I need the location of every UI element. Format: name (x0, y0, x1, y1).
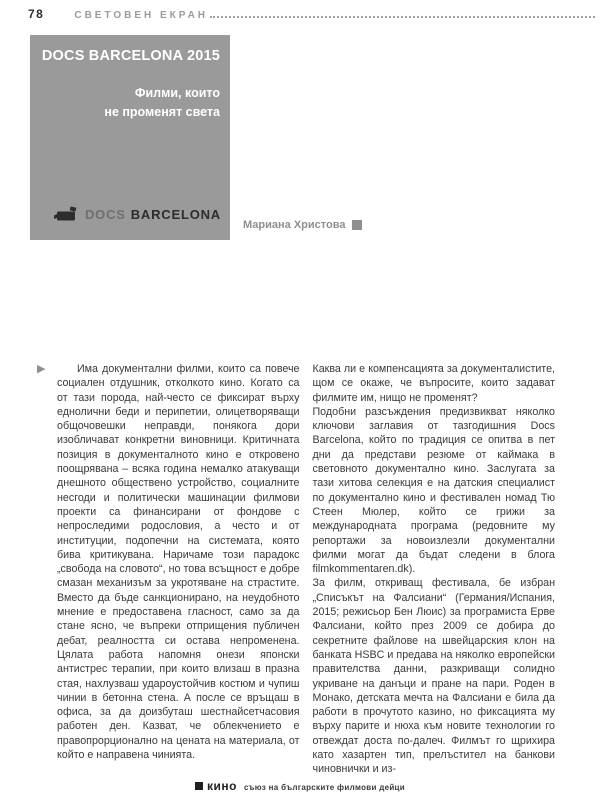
byline (243, 219, 362, 231)
article-column-left (57, 362, 300, 777)
paragraph: Каква ли е компенсацията за документалистите, щом се окаже, че въпросите, които задават филмите им, нищо не променят? (312, 363, 555, 404)
page-header (28, 7, 595, 21)
subtitle-line-1: Филми, които (134, 86, 220, 100)
header-dotted-line (210, 8, 595, 18)
footer-text: съюз на българските филмови дейци (243, 783, 405, 792)
paragraph: Подобни разсъждения предизвикват няколко ключови заглавия от тазгодишния Docs Barcelona, който по традиция се опитва в пет дни да представи резюме от каймака в световното документално кино. Заслугата за тази хитова селекция е на датския специалист по документално кино и фестивален номад Тю Стеен Мюлер, който се грижи за международната програма (редовните му репортажи за новоизлезли документални филми могат да бъдат следени в блога filmkommentaren.dk). (312, 405, 555, 576)
paragraph: За филм, откриващ фестивала, бе избран „Списъкът на Фалсиани“ (Германия/Испания, 2015; режисьор Бен Люис) за програмиста Ерве Фалсиани, който през 2009 се добира до секретните файлове на швейцарския клон на банката HSBC и предава на няколко европейски правителства данни, разкриващи солидно укриване на данъци и пране на пари. Роден в Монако, детската мечта на Фалсиани е била да работи в прочутото казино, но фиксацията му върху парите и нюха към новите технологии го отвеждат доста по-далеч. Филмът го щрихира като хазартен тип, прелъстител на банкови чиновнички и из- (312, 577, 555, 776)
article-body (37, 362, 555, 777)
play-triangle-icon: ▶ (37, 363, 46, 375)
paragraph: Има документални филми, които са повече социален отдушник, отколкото кино. Когато са от тази порода, най-често се фиксират върху еднолични беди и перипетии, олицетворяващи общочовешки неправди, понякога дори изобличават конкретни виновници. Критичната позиция в документалното кино е откровено поощрявана – всяка година немалко атакуващи днешното обществено устройство, социалните несгоди и политически машинации филмови проекти са финансирани от фондове с непроследими родословия, а често и от институции, подопечни на системата, която бива критикувана. Наричаме този парадокс „свобода на словото“, но това всъщност е добре смазан механизъм за укротяване на страстите. Вместо да бъде санкционирано, на неудобното мнение е предоставена гласност, само за да стане ясно, че въпреки отприщения публичен дебат, реалността си остава непроменена. Цялата работа напомня онези японски антистрес терапии, при които влизаш в празна стая, нахлузваш удароустойчив костюм и чупиш чинии в бетонна стена. А после се връщаш в офиса, за да доизбуташ шестнайсетчасовия работен ден. Казват, че облекчението е правопрорционално на цената на материала, от който е направена чинията. (57, 363, 300, 762)
byline-square-icon (352, 220, 362, 230)
page-number: 78 (28, 7, 45, 21)
footer-square-icon (195, 782, 203, 790)
docsbarcelona-logo (54, 206, 221, 222)
article-title-box (30, 35, 230, 240)
author-name: Мариана Христова (243, 219, 346, 231)
video-camera-icon (54, 206, 80, 222)
section-title: СВЕТОВЕН ЕКРАН (74, 10, 209, 21)
article-subtitle (40, 84, 220, 123)
subtitle-line-2: не променят света (104, 105, 220, 120)
page-footer (0, 779, 600, 793)
article-title: DOCS BARCELONA 2015 (41, 48, 220, 64)
article-column-right (313, 362, 556, 777)
footer-brand: кино (207, 779, 237, 793)
logo-text-docs: DOCS (84, 206, 126, 222)
logo-text-barcelona: BARCELONA (130, 206, 221, 222)
